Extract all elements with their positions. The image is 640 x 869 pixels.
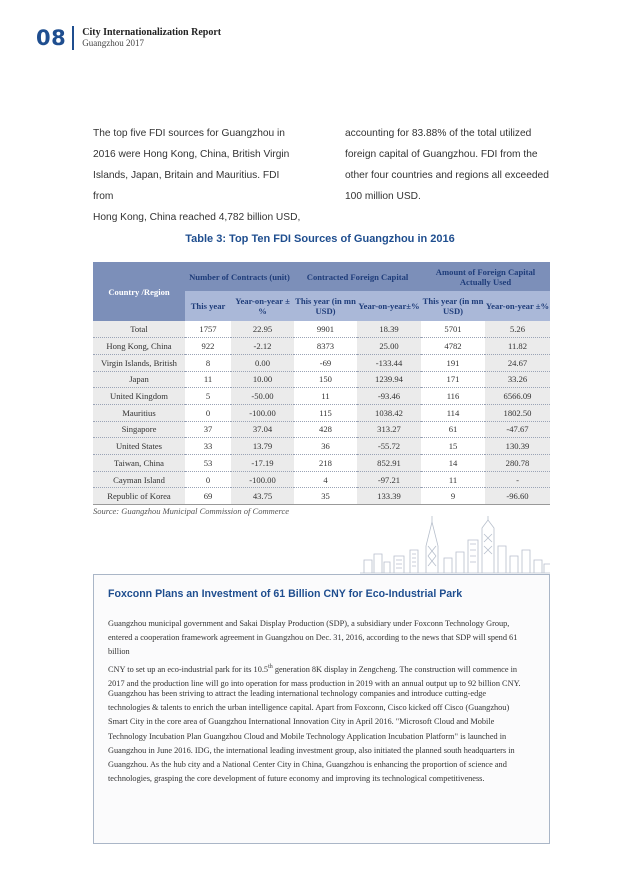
intro-column-right (345, 123, 553, 228)
header-country: Country /Region (93, 262, 185, 321)
table-row (93, 404, 550, 421)
country-cell: United Kingdom (93, 388, 185, 405)
value-cell: 8373 (294, 338, 357, 355)
value-cell: 9901 (294, 321, 357, 338)
value-cell: 0 (185, 404, 231, 421)
page-number: 08 (36, 26, 67, 50)
value-cell: -50.00 (231, 388, 294, 405)
value-cell: 1802.50 (485, 404, 550, 421)
value-cell: -69 (294, 354, 357, 371)
value-cell: -47.67 (485, 421, 550, 438)
value-cell: 4 (294, 471, 357, 488)
value-cell: -97.21 (357, 471, 421, 488)
header-actual-capital: Amount of Foreign Capital Actually Used (421, 262, 550, 291)
intro-line: The top five FDI sources for Guangzhou in (93, 128, 285, 139)
value-cell: 18.39 (357, 321, 421, 338)
value-cell: - (485, 471, 550, 488)
table-row (93, 371, 550, 388)
value-cell: 280.78 (485, 455, 550, 472)
box-paragraph-1 (108, 617, 538, 691)
box-line-part: CNY to set up an eco-industrial park for its 10.5 (108, 664, 269, 674)
intro-line: Hong Kong, China reached 4,782 billion USD, (93, 212, 301, 223)
box-line (108, 660, 538, 677)
header-sub: Year-on-year±% (357, 291, 421, 321)
value-cell: 218 (294, 455, 357, 472)
box-line: Guangzhou municipal government and Sakai Display Production (SDP), a subsidiary under Foxconn Technology Group, (108, 619, 510, 628)
intro-line: 2016 were Hong Kong, China, British Virgin (93, 149, 290, 160)
value-cell: -100.00 (231, 471, 294, 488)
value-cell: 10.00 (231, 371, 294, 388)
box-line: Guangzhou in June 2016. IDG, the international leading investment group, also initiated the planned south headquarters in (108, 745, 515, 755)
table-row (93, 388, 550, 405)
intro-line: 100 million USD. (345, 191, 421, 202)
value-cell: 22.95 (231, 321, 294, 338)
table-row (93, 488, 550, 505)
intro-line: foreign capital of Guangzhou. FDI from the (345, 149, 538, 160)
value-cell: 33.26 (485, 371, 550, 388)
country-cell: Singapore (93, 421, 185, 438)
value-cell: 37.04 (231, 421, 294, 438)
value-cell: -100.00 (231, 404, 294, 421)
report-title: City Internationalization Report (82, 27, 222, 38)
value-cell: 15 (421, 438, 485, 455)
box-line: Guangzhou has been striving to attract the leading international technology companies and introduce cutting-edge (108, 689, 487, 698)
intro-column-left (93, 123, 301, 228)
value-cell: -133.44 (357, 354, 421, 371)
country-cell: Hong Kong, China (93, 338, 185, 355)
value-cell: 5.26 (485, 321, 550, 338)
value-cell: 191 (421, 354, 485, 371)
value-cell: 115 (294, 404, 357, 421)
value-cell: 171 (421, 371, 485, 388)
value-cell: 11.82 (485, 338, 550, 355)
value-cell: 150 (294, 371, 357, 388)
value-cell: 35 (294, 488, 357, 505)
value-cell: 5 (185, 388, 231, 405)
value-cell: -96.60 (485, 488, 550, 505)
value-cell: 116 (421, 388, 485, 405)
box-paragraph-2 (108, 687, 538, 786)
country-cell: Taiwan, China (93, 455, 185, 472)
value-cell: 53 (185, 455, 231, 472)
value-cell: 8 (185, 354, 231, 371)
superscript: th (268, 663, 273, 670)
country-cell: Total (93, 321, 185, 338)
value-cell: 69 (185, 488, 231, 505)
country-cell: Japan (93, 371, 185, 388)
country-cell: Republic of Korea (93, 488, 185, 505)
value-cell: 922 (185, 338, 231, 355)
value-cell: 11 (294, 388, 357, 405)
value-cell: 61 (421, 421, 485, 438)
box-line: Smart City in the core area of Guangzhou International Innovation City in April 2016. "Microsoft Cloud and Mobile (108, 717, 495, 727)
value-cell: 1757 (185, 321, 231, 338)
table-row (93, 321, 550, 338)
header-divider (72, 26, 74, 50)
intro-text (93, 123, 553, 228)
value-cell: 33 (185, 438, 231, 455)
table-row (93, 421, 550, 438)
table-row (93, 455, 550, 472)
skyline-illustration (360, 516, 550, 574)
value-cell: -55.72 (357, 438, 421, 455)
value-cell: 11 (421, 471, 485, 488)
value-cell: 24.67 (485, 354, 550, 371)
page-header (36, 26, 221, 50)
value-cell: 25.00 (357, 338, 421, 355)
value-cell: 14 (421, 455, 485, 472)
header-contracted-capital: Contracted Foreign Capital (294, 262, 421, 291)
table-row (93, 438, 550, 455)
value-cell: 5701 (421, 321, 485, 338)
header-sub: This year (185, 291, 231, 321)
box-title: Foxconn Plans an Investment of 61 Billion CNY for Eco-Industrial Park (108, 588, 463, 600)
table-body (93, 321, 550, 505)
country-cell: United States (93, 438, 185, 455)
header-sub: Year-on-year ±% (485, 291, 550, 321)
intro-line: Islands, Japan, Britain and Mauritius. FDI from (93, 170, 280, 202)
country-cell: Virgin Islands, British (93, 354, 185, 371)
header-sub: This year (in mn USD) (294, 291, 357, 321)
value-cell: 4782 (421, 338, 485, 355)
value-cell: 130.39 (485, 438, 550, 455)
country-cell: Mauritius (93, 404, 185, 421)
header-text (82, 27, 221, 49)
value-cell: 313.27 (357, 421, 421, 438)
value-cell: 133.39 (357, 488, 421, 505)
table-row (93, 338, 550, 355)
value-cell: 0 (185, 471, 231, 488)
table-title: Table 3: Top Ten FDI Sources of Guangzhou in 2016 (185, 233, 455, 245)
intro-line: accounting for 83.88% of the total utilized (345, 128, 532, 139)
value-cell: 36 (294, 438, 357, 455)
table-source: Source: Guangzhou Municipal Commission of Commerce (93, 506, 290, 516)
value-cell: 6566.09 (485, 388, 550, 405)
table-row (93, 354, 550, 371)
fdi-table (93, 262, 550, 505)
table-row (93, 471, 550, 488)
value-cell: 852.91 (357, 455, 421, 472)
value-cell: 428 (294, 421, 357, 438)
foxconn-info-box (93, 574, 550, 844)
value-cell: 114 (421, 404, 485, 421)
value-cell: -2.12 (231, 338, 294, 355)
header-sub: Year-on-year ±% (231, 291, 294, 321)
box-line: Guangzhou. As the hub city and a National Center City in China, Guangzhou is enhancing the proportion of science and (108, 760, 507, 770)
value-cell: -93.46 (357, 388, 421, 405)
box-line: Technology Incubation Plan Guangzhou Cloud and Mobile Technology Application Incubation Platform" is launched in (108, 731, 507, 741)
value-cell: 13.79 (231, 438, 294, 455)
box-line: technologies, grasping the core development of future economy and improving its technological competitiveness. (108, 774, 485, 784)
value-cell: 1239.94 (357, 371, 421, 388)
box-line: 2017 and the production line will go into operation for mass production in 2019 with an annual output up to 92 billion CNY. (108, 678, 521, 688)
header-contracts: Number of Contracts (unit) (185, 262, 294, 291)
intro-line: other four countries and regions all exceeded (345, 170, 549, 181)
value-cell: 37 (185, 421, 231, 438)
box-line: entered a cooperation framework agreement in Guangzhou on Dec. 31, 2016, according to the news that SDP will spend 61 billion (108, 633, 518, 657)
header-sub: This year (in mn USD) (421, 291, 485, 321)
box-line-part: generation 8K display in Zengcheng. The construction will commence in (272, 664, 518, 674)
report-subtitle: Guangzhou 2017 (82, 38, 144, 48)
value-cell: 43.75 (231, 488, 294, 505)
value-cell: 0.00 (231, 354, 294, 371)
value-cell: 9 (421, 488, 485, 505)
value-cell: -17.19 (231, 455, 294, 472)
box-line: technologies & talents to enrich the urban intelligence capital. Apart from Foxconn, Cisco kicked off Cisco (Guangzhou) (108, 703, 510, 713)
country-cell: Cayman Island (93, 471, 185, 488)
value-cell: 11 (185, 371, 231, 388)
value-cell: 1038.42 (357, 404, 421, 421)
